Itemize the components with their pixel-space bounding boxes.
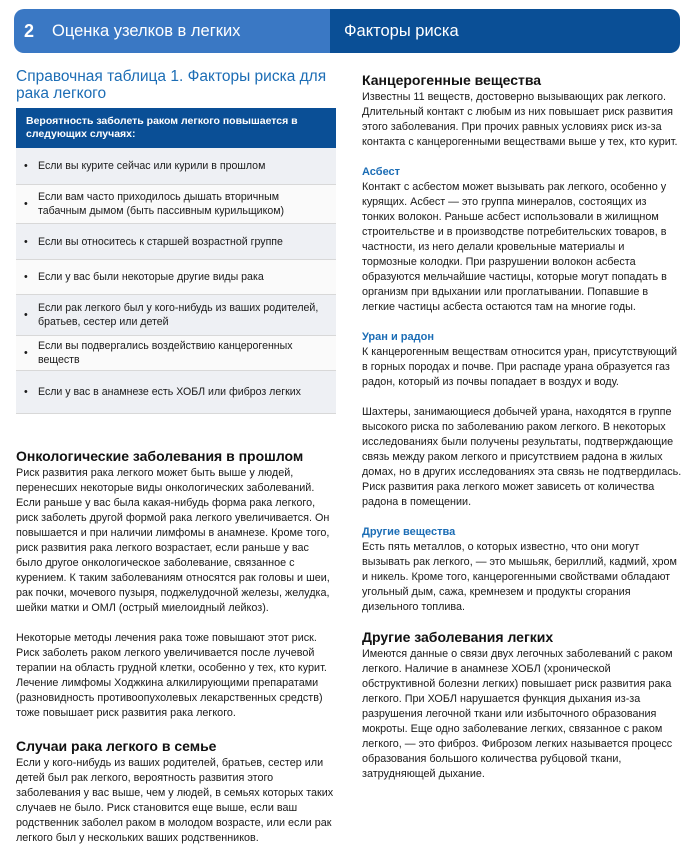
table-row [16, 295, 336, 336]
table-row-text: Если вы подвергались воздействию канцерогенных веществ [38, 340, 293, 366]
right-column [362, 68, 682, 782]
table-row [16, 336, 336, 371]
bullet: • [24, 347, 28, 359]
table-row [16, 148, 336, 185]
chapter-title: Оценка узелков в легких [52, 21, 241, 40]
table-row-text: Если вам часто приходилось дышать вторичным табачным дымом (быть пассивным курильщиком) [38, 191, 285, 217]
family-history-heading: Случаи рака легкого в семье [16, 738, 217, 754]
uranium-radon-heading: Уран и радон [362, 331, 434, 343]
table-row-text: Если вы курите сейчас или курили в прошлом [38, 160, 266, 172]
table-row [16, 224, 336, 260]
header-right-band [330, 9, 680, 53]
bullet: • [24, 160, 28, 172]
past-cancer-paragraph-1: Риск развития рака легкого может быть выше у людей, перенесших некоторые виды онкологических заболеваний. Если раньше у вас была какая-нибудь форма рака легкого, риск заболеть другой формой рака легкого увеличивается. Он повышается и при наличии лимфомы в анамнезе. Кроме того, риск развития рака легкого возрастает, если раньше у вас было другое онкологическое заболевание, связанное с курением. К таким заболеваниям относятся рак головы и шеи, рак почки, мочевого пузыря, поджелудочной железы, желудка, шейки матки и ОМЛ (острый миелоидный лейкоз). [16, 467, 330, 614]
bullet: • [24, 235, 28, 248]
header-left-band [14, 9, 330, 53]
table-row [16, 260, 336, 295]
bullet: • [24, 309, 28, 321]
other-substances-heading: Другие вещества [362, 526, 456, 538]
uranium-paragraph-2: Шахтеры, занимающиеся добычей урана, находятся в группе высокого риска по заболеванию раком легкого. В некоторых исследованиях были получены результаты, подтверждающие связь между раком легкого и присутствием радона в жилых домах, но в других исследованиях эта связь не подтвердилась. Риск развития рака легкого может зависеть от количества радона в помещении. [362, 406, 682, 508]
bullet: • [24, 271, 28, 283]
other-substances-paragraph: Есть пять металлов, о которых известно, что они могут вызывать рак легкого, — это мышьяк, бериллий, кадмий, хром и никель. Кроме того, канцерогенными свойствами обладают угольный дым, сажа, кремнезем и продукты сгорания дизельного топлива. [362, 541, 677, 613]
other-lung-diseases-heading: Другие заболевания легких [362, 629, 554, 645]
carcinogens-heading: Канцерогенные вещества [362, 72, 542, 88]
table-row-text: Если вы относитесь к старшей возрастной группе [38, 235, 283, 248]
family-history-paragraph: Если у кого-нибудь из ваших родителей, братьев, сестер или детей был рак легкого, вероятность развития этого заболевания у вас выше, чем у людей, в семьях которых таких случаев не было. Риск становится еще выше, если ваш родственник заболел раком в молодом возрасте, или если рак легкого был у нескольких ваших родственников. [16, 757, 334, 844]
table-heading: Вероятность заболеть раком легкого повышается в следующих случаях: [16, 108, 336, 148]
bullet: • [24, 386, 28, 398]
other-lung-diseases-paragraph: Имеются данные о связи двух легочных заболеваний с раком легкого. Наличие в анамнезе ХОБЛ (хронической обструктивной болезни легких) повышает риск развития рака легкого. При ХОБЛ нарушается функция дыхания из-за разрушения легочной ткани или избыточного образования мокроты. Еще одно заболевание легких, связанное с раком легкого, — это фиброз. Фиброзом легких называется процесс образования большого количества рубцовой ткани, затрудняющей дыхание. [362, 648, 673, 780]
past-cancer-paragraph-2: Некоторые методы лечения рака тоже повышают этот риск. Риск заболеть раком легкого увеличивается после лучевой терапии на область грудной клетки, особенно у тех, кто курит. Лечение лимфомы Ходжкина алкилирующими препаратами (разновидность противоопухолевых лекарственных средств) тоже повышает риск развития рака легкого. [16, 632, 327, 719]
table-row [16, 185, 336, 224]
asbestos-paragraph: Контакт с асбестом может вызывать рак легкого, особенно у курящих. Асбест — это группа минералов, состоящих из тонких волокон. Раньше асбест использовали в жилищном строительстве и в производстве потребительских товаров, в частности, из него делали кровельные материалы и тормозные колодки. При разрушении волокон асбеста образуются мельчайшие частицы, которые могут попадать в организм при вдыхании или проглатывании. Попавшие в легкие частицы асбеста остаются там на многие годы. [362, 181, 667, 313]
carcinogens-paragraph: Известны 11 веществ, достоверно вызывающих рак легкого. Длительный контакт с любым из них повышает риск развития этого заболевания. При прочих равных условиях риск из-за контакта с канцерогенными веществами выше у тех, кто курит. [362, 91, 678, 148]
bullet: • [24, 198, 28, 210]
table-row-text: Если у вас в анамнезе есть ХОБЛ или фиброз легких [38, 386, 301, 398]
chapter-number: 2 [23, 20, 34, 41]
table-row-text: Если у вас были некоторые другие виды рака [38, 271, 264, 283]
uranium-paragraph-1: К канцерогенным веществам относится уран, присутствующий в горных породах и почве. При распаде урана образуется газ радон, который из почвы попадает в воздух и воду. [362, 346, 678, 388]
asbestos-heading: Асбест [362, 166, 401, 178]
past-cancer-heading: Онкологические заболевания в прошлом [16, 448, 304, 464]
page-header [14, 9, 680, 53]
section-title: Факторы риска [344, 21, 459, 40]
table-row-text: Если рак легкого был у кого-нибудь из ваших родителей, братьев, сестер или детей [38, 302, 319, 328]
table-row [16, 371, 336, 414]
risk-factors-table [16, 108, 336, 414]
table-title: Справочная таблица 1. Факторы риска для рака легкого [16, 68, 327, 102]
left-column [16, 68, 336, 846]
